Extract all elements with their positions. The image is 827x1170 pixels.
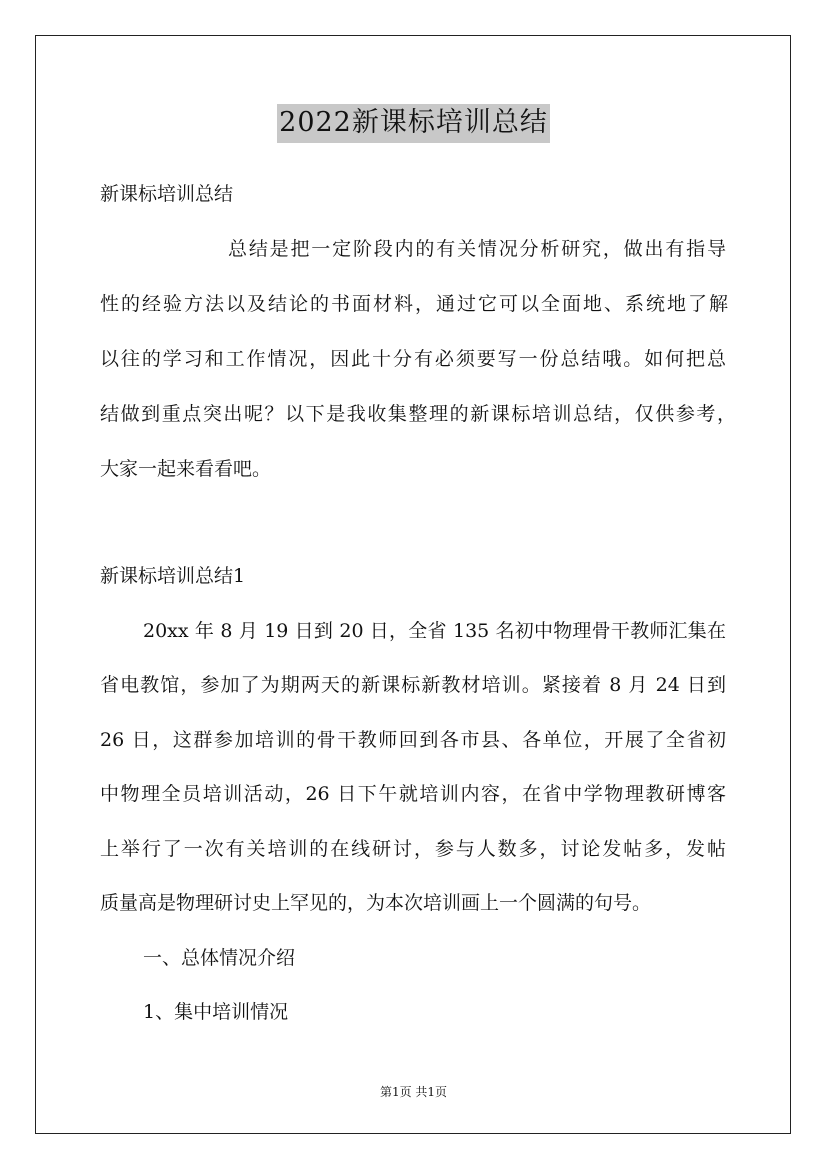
- title-container: [0, 104, 827, 143]
- paragraph-line-2: 省电教馆，参加了为期两天的新课标新教材培训。紧接着 8 月 24 日到: [100, 674, 726, 696]
- paragraph-line-5: 上举行了一次有关培训的在线研讨，参与人数多，讨论发帖多，发帖: [100, 838, 726, 860]
- intro-line-2: 性的经验方法以及结论的书面材料，通过它可以全面地、系统地了解: [100, 293, 728, 315]
- document-subtitle: 新课标培训总结: [100, 183, 234, 205]
- intro-line-3: 以往的学习和工作情况，因此十分有必须要写一份总结哦。如何把总: [100, 348, 726, 370]
- paragraph-line-3: 26 日，这群参加培训的骨干教师回到各市县、各单位，开展了全省初: [100, 729, 726, 751]
- intro-line-5: 大家一起来看看吧。: [100, 458, 272, 480]
- paragraph-line-4: 中物理全员培训活动，26 日下午就培训内容，在省中学物理教研博客: [100, 783, 726, 805]
- paragraph-line-1: 20xx 年 8 月 19 日到 20 日，全省 135 名初中物理骨干教师汇集在: [143, 620, 726, 642]
- intro-line-1: 总结是把一定阶段内的有关情况分析研究，做出有指导: [228, 238, 726, 260]
- section-heading: 新课标培训总结1: [100, 565, 246, 587]
- page-footer: 第1页 共1页: [379, 1085, 448, 1099]
- intro-line-4: 结做到重点突出呢？以下是我收集整理的新课标培训总结，仅供参考，: [100, 403, 736, 425]
- heading-training: 1、集中培训情况: [143, 1001, 289, 1023]
- document-title: 2022新课标培训总结: [277, 104, 550, 143]
- paragraph-line-6: 质量高是物理研讨史上罕见的，为本次培训画上一个圆满的句号。: [100, 892, 652, 914]
- heading-overview: 一、总体情况介绍: [143, 947, 296, 969]
